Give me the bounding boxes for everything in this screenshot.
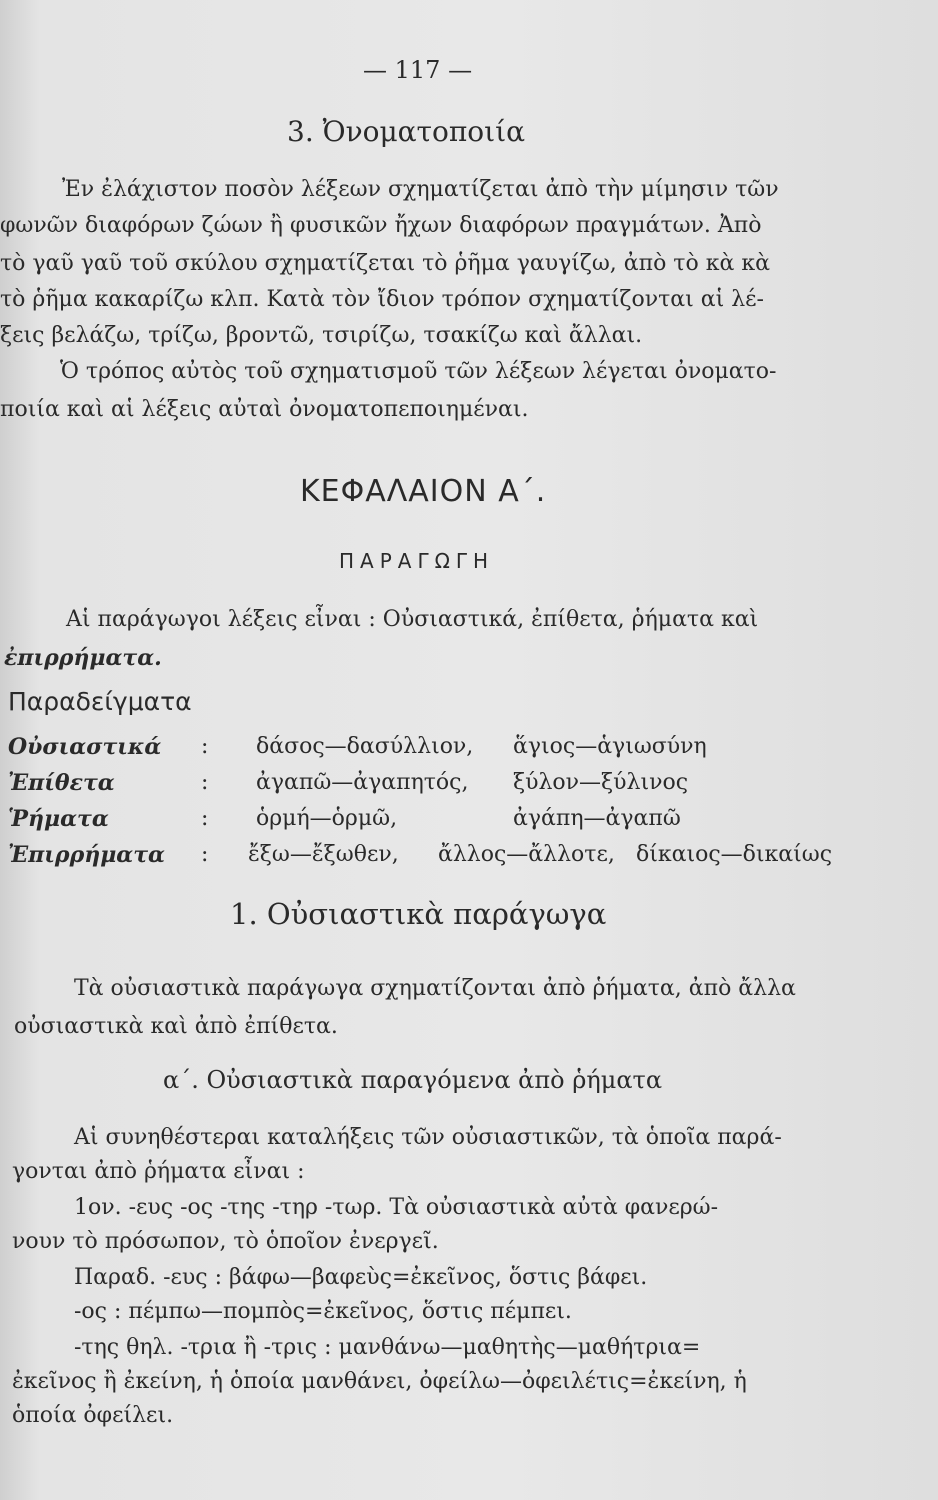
example-separator: :	[201, 770, 209, 795]
example-row	[8, 842, 928, 874]
body-line: Αἱ συνηθέστεραι καταλήξεις τῶν οὐσιαστικῶν, τὰ ὁποῖα παρά-	[74, 1125, 782, 1150]
example-category: Οὐσιαστικά	[8, 734, 162, 760]
body-line: νουν τὸ πρόσωπον, τὸ ὁποῖον ἐνεργεῖ.	[12, 1229, 439, 1254]
example-separator: :	[201, 734, 209, 759]
chapter-title: ΚΕΦΑΛΑΙΟΝ Α΄.	[300, 474, 547, 509]
examples-heading: Παραδείγματα	[8, 687, 192, 716]
example-row	[8, 806, 928, 838]
derivatives-line: Αἱ παράγωγοι λέξεις εἶναι : Οὐσιαστικά, ἐπίθετα, ῥήματα καὶ	[66, 607, 759, 632]
example-word: δίκαιος—δικαίως	[636, 842, 833, 867]
body-line: -της θηλ. -τρια ἢ -τρις : μανθάνω—μαθητὴς—μαθήτρια=	[74, 1335, 701, 1360]
intro-line: φωνῶν διαφόρων ζώων ἢ φυσικῶν ἤχων διαφόρων πραγμάτων. Ἀπὸ	[0, 213, 762, 238]
body-line: -ος : πέμπω—πομπὸς=ἐκεῖνος, ὅστις πέμπει.	[74, 1299, 572, 1324]
body-line: Παραδ. -ευς : βάφω—βαφεὺς=ἐκεῖνος, ὅστις βάφει.	[74, 1265, 648, 1290]
intro-line: ποιία καὶ αἱ λέξεις αὐταὶ ὀνοματοπεποιημέναι.	[0, 397, 529, 422]
example-category: Ἐπιρρήματα	[8, 842, 165, 868]
example-word: ἀγαπῶ—ἀγαπητός,	[256, 770, 469, 795]
intro-line: Ὁ τρόπος αὐτὸς τοῦ σχηματισμοῦ τῶν λέξεων λέγεται ὀνοματο-	[60, 359, 777, 384]
intro-line: Ἐν ἐλάχιστον ποσὸν λέξεων σχηματίζεται ἀπὸ τὴν μίμησιν τῶν	[62, 177, 779, 202]
example-row	[8, 770, 928, 802]
example-category: Ῥήματα	[8, 806, 109, 832]
subsection-title: α΄. Οὐσιαστικὰ παραγόμενα ἀπὸ ῥήματα	[163, 1066, 663, 1094]
intro-line: τὸ ῥῆμα κακαρίζω κλπ. Κατὰ τὸν ἴδιον τρόπον σχηματίζονται αἱ λέ-	[0, 287, 764, 312]
example-category: Ἐπίθετα	[8, 770, 115, 796]
body-line: ὁποία ὀφείλει.	[12, 1403, 174, 1428]
chapter-subtitle: ΠΑΡΑΓΩΓΗ	[339, 549, 495, 573]
subsection-line: οὐσιαστικὰ καὶ ἀπὸ ἐπίθετα.	[14, 1014, 338, 1039]
subsection-title: 1. Οὐσιαστικὰ παράγωγα	[230, 897, 607, 931]
example-word: ἀγάπη—ἀγαπῶ	[513, 806, 681, 831]
example-word: ἅγιος—ἁγιωσύνη	[513, 734, 707, 759]
intro-line: τὸ γαῦ γαῦ τοῦ σκύλου σχηματίζεται τὸ ῥῆμα γαυγίζω, ἀπὸ τὸ κὰ κὰ	[0, 251, 770, 276]
page-number: — 117 —	[363, 56, 473, 84]
body-line: ἐκεῖνος ἢ ἐκείνη, ἡ ὁποία μανθάνει, ὀφείλω—ὀφειλέτις=ἐκείνη, ἡ	[12, 1369, 747, 1394]
derivatives-line: ἐπιρρήματα.	[4, 645, 162, 671]
intro-line: ξεις βελάζω, τρίζω, βροντῶ, τσιρίζω, τσακίζω καὶ ἄλλαι.	[0, 323, 643, 348]
example-row	[8, 734, 928, 766]
example-word: ἔξω—ἔξωθεν,	[248, 842, 399, 867]
body-line: 1ον. -ευς -ος -της -τηρ -τωρ. Τὰ οὐσιαστικὰ αὐτὰ φανερώ-	[74, 1195, 719, 1220]
subsection-line: Τὰ οὐσιαστικὰ παράγωγα σχηματίζονται ἀπὸ ῥήματα, ἀπὸ ἄλλα	[74, 976, 796, 1001]
body-line: γονται ἀπὸ ῥήματα εἶναι :	[12, 1159, 305, 1184]
example-word: ὁρμή—ὁρμῶ,	[256, 806, 398, 831]
example-separator: :	[201, 806, 209, 831]
example-word: ξύλον—ξύλινος	[513, 770, 689, 795]
section-title: 3. Ὀνοματοποιία	[287, 115, 526, 148]
example-word: δάσος—δασύλλιον,	[256, 734, 474, 759]
example-word: ἄλλος—ἄλλοτε,	[438, 842, 615, 867]
example-separator: :	[201, 842, 209, 867]
